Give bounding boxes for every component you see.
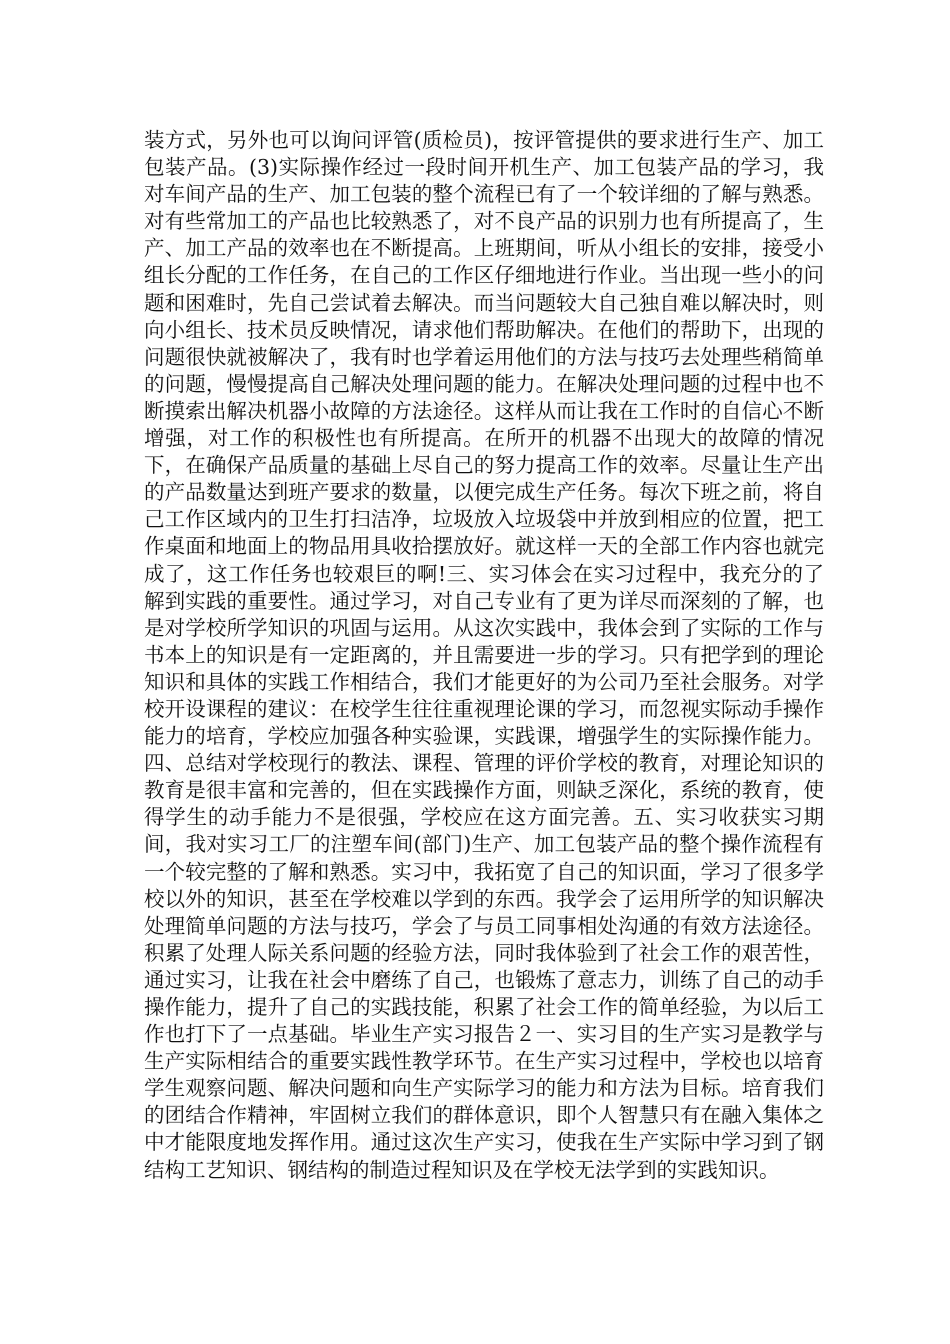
body-paragraph: 装方式，另外也可以询问评管(质检员)，按评管提供的要求进行生产、加工包装产品。(3)实际操作经过一段时间开机生产、加工包装产品的学习，我对车间产品的生产、加工包装的整个流程已有了一个较详细的了解与熟悉。对有些常加工的产品也比较熟悉了，对不良产品的识别力也有所提高了，生产、加工产品的效率也在不断提高。上班期间，听从小组长的安排，接受小组长分配的工作任务，在自己的工作区仔细地进行作业。当出现一些小的问题和困难时，先自己尝试着去解决。而当问题较大自己独自难以解决时，则向小组长、技术员反映情况，请求他们帮助解决。在他们的帮助下，出现的问题很快就被解决了，我有时也学着运用他们的方法与技巧去处理些稍简单的问题，慢慢提高自己解决处理问题的能力。在解决处理问题的过程中也不断摸索出解决机器小故障的方法途径。这样从而让我在工作时的自信心不断增强，对工作的积极性也有所提高。在所开的机器不出现大的故障的情况下，在确保产品质量的基础上尽自己的努力提高工作的效率。尽量让生产出的产品数量达到班产要求的数量，以便完成生产任务。每次下班之前，将自己工作区域内的卫生打扫洁净，垃圾放入垃圾袋中并放到相应的位置，把工作桌面和地面上的物品用具收拾摆放好。就这样一天的全部工作内容也就完成了，这工作任务也较艰巨的啊!三、实习体会在实习过程中，我充分的了解到实践的重要性。通过学习，对自己专业有了更为详尽而深刻的了解，也是对学校所学知识的巩固与运用。从这次实践中，我体会到了实际的工作与书本上的知识是有一定距离的，并且需要进一步的学习。只有把学到的理论知识和具体的实践工作相结合，我们才能更好的为公司乃至社会服务。对学校开设课程的建议：在校学生往往重视理论课的学习，而忽视实际动手操作能力的培育，学校应加强各种实验课，实践课，增强学生的实际操作能力。四、总结对学校现行的教法、课程、管理的评价学校的教育，对理论知识的教育是很丰富和完善的，但在实践操作方面，则缺乏深化，系统的教育，使得学生的动手能力不是很强，学校应在这方面完善。五、实习收获实习期间，我对实习工厂的注塑车间(部门)生产、加工包装产品的整个操作流程有一个较完整的了解和熟悉。实习中，我拓宽了自己的知识面，学习了很多学校以外的知识，甚至在学校难以学到的东西。我学会了运用所学的知识解决处理简单问题的方法与技巧，学会了与员工同事相处沟通的有效方法途径。积累了处理人际关系问题的经验方法，同时我体验到了社会工作的艰苦性，通过实习，让我在社会中磨练了自己，也锻炼了意志力，训练了自己的动手操作能力，提升了自己的实践技能，积累了社会工作的简单经验，为以后工作也打下了一点基础。毕业生产实习报告２一、实习目的生产实习是教学与生产实际相结合的重要实践性教学环节。在生产实习过程中，学校也以培育学生观察问题、解决问题和向生产实际学习的能力和方法为目标。培育我们的团结合作精神，牢固树立我们的群体意识，即个人智慧只有在融入集体之中才能限度地发挥作用。通过这次生产实习，使我在生产实际中学习到了钢结构工艺知识、钢结构的制造过程知识及在学校无法学到的实践知识。 (144, 128, 824, 1182)
